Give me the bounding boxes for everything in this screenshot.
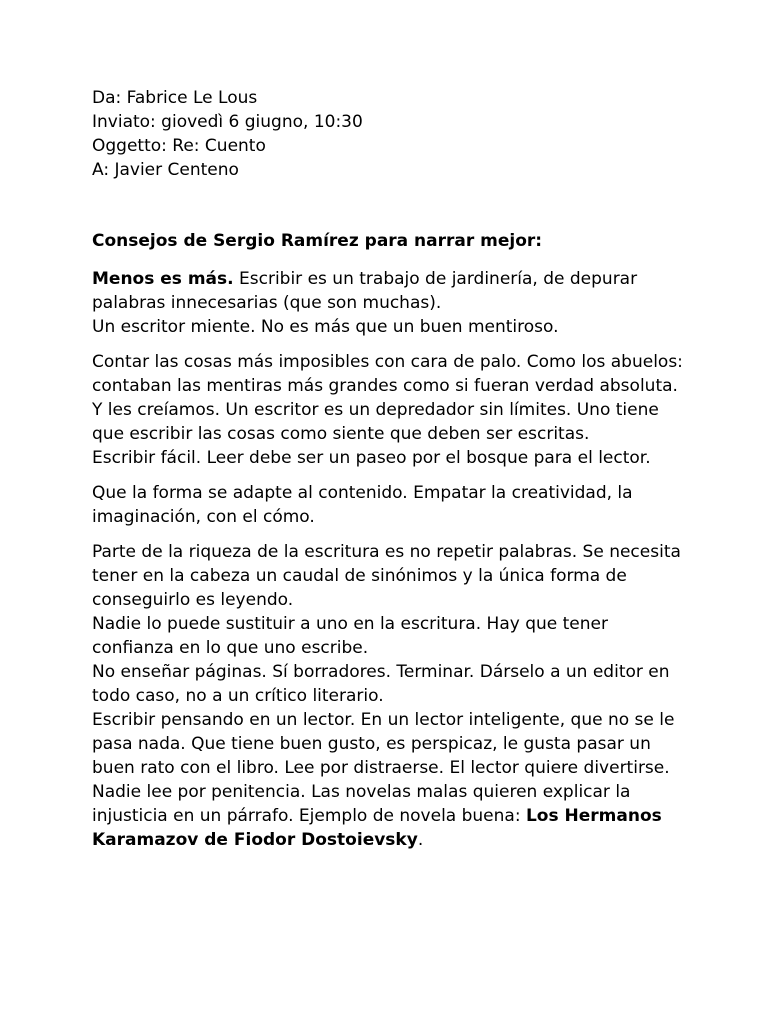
paragraph-4-line2: Nadie lo puede sustituir a uno en la escritura. Hay que tener confianza en lo que uno escribe.: [92, 614, 608, 658]
paragraph-1-lead: Menos es más.: [92, 269, 234, 289]
paragraph-4-end: .: [417, 830, 424, 850]
paragraph-4-line4: Escribir pensando en un lector. En un lector inteligente, que no se le pasa nada. Que tiene buen gusto, es perspicaz, le gusta pasar un buen rato con el libro. Lee por distraerse. El lector quiere divertirse. Nadie lee por penitencia. Las novelas malas quieren explicar la injusticia en un párrafo. Ejemplo de novela buena:: [92, 710, 675, 826]
book-title: Los Hermanos Karamazov de Fiodor Dostoievsky: [92, 806, 662, 850]
paragraph-2-text: Contar las cosas más imposibles con cara de palo. Como los abuelos: contaban las mentiras más grandes como si fueran verdad absoluta. Y les creíamos. Un escritor es un depredador sin límites. Uno tiene que escribir las cosas como siente que deben ser escritas.: [92, 352, 683, 444]
paragraph-1-line2: Un escritor miente. No es más que un buen mentiroso.: [92, 317, 559, 337]
paragraph-3: [92, 481, 692, 529]
paragraph-4-text: Parte de la riqueza de la escritura es no repetir palabras. Se necesita tener en la cabeza un caudal de sinónimos y la única forma de conseguirlo es leyendo.: [92, 542, 681, 610]
paragraph-3-text: Que la forma se adapte al contenido. Empatar la creatividad, la imaginación, con el cómo.: [92, 483, 633, 527]
paragraph-2-line2: Escribir fácil. Leer debe ser un paseo por el bosque para el lector.: [92, 448, 651, 468]
paragraph-4: [92, 540, 692, 852]
paragraph-2: [92, 350, 692, 470]
paragraph-1: [92, 267, 692, 339]
email-document: [92, 86, 692, 852]
header-from: Da: Fabrice Le Lous: [92, 88, 258, 108]
header-subject: Oggetto: Re: Cuento: [92, 136, 266, 156]
paragraph-1-text: Escribir es un trabajo de jardinería, de depurar palabras innecesarias (que son muchas).: [92, 269, 638, 313]
header-to: A: Javier Centeno: [92, 160, 239, 180]
header-sent: Inviato: giovedì 6 giugno, 10:30: [92, 112, 363, 132]
paragraph-4-line3: No enseñar páginas. Sí borradores. Terminar. Dárselo a un editor en todo caso, no a un crítico literario.: [92, 662, 670, 706]
email-header: [92, 86, 692, 182]
body-heading: Consejos de Sergio Ramírez para narrar mejor:: [92, 231, 543, 251]
